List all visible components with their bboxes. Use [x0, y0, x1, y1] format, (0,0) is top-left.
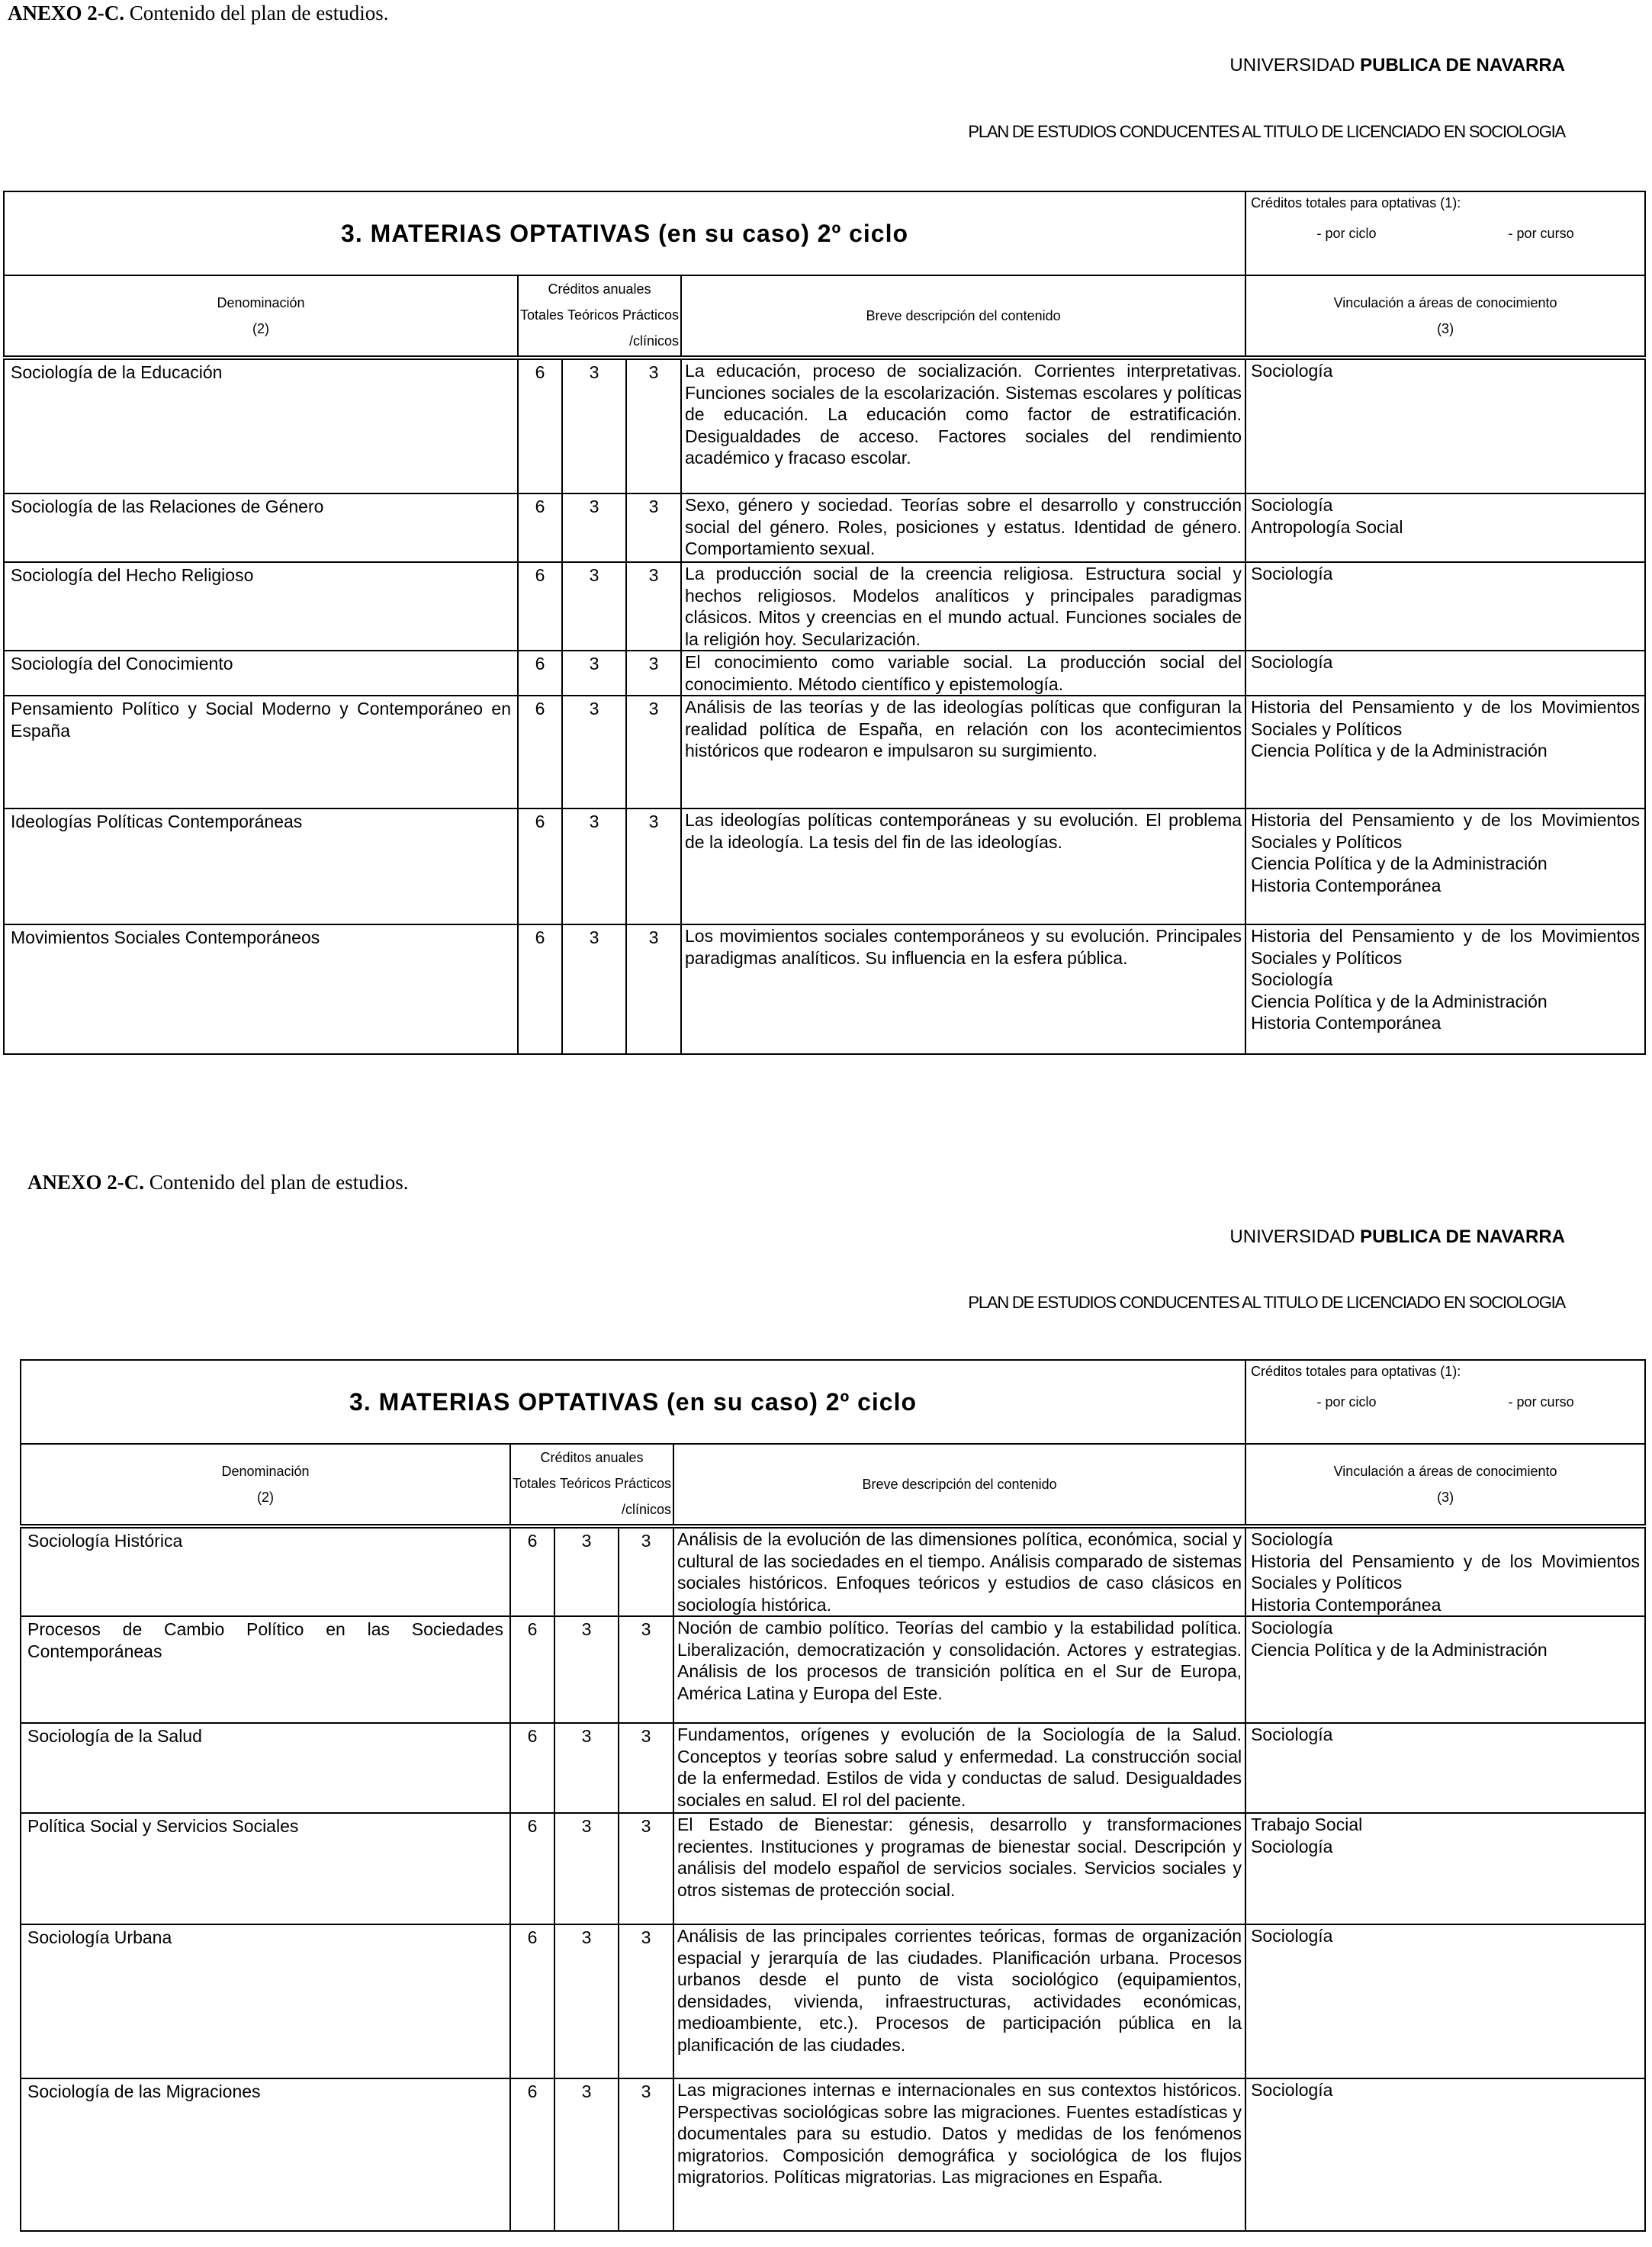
- knowledge-area-item: Historia Contemporánea: [1251, 1013, 1441, 1033]
- col-denominacion-label: Denominación: [221, 1464, 310, 1479]
- knowledge-area-item: Sociología: [1251, 652, 1333, 672]
- credits-practicos: [619, 1813, 673, 1924]
- col-clinicos: /clínicos: [628, 333, 679, 349]
- credits-teoricos-value: 3: [589, 565, 599, 585]
- credits-practicos: [619, 1924, 673, 2078]
- table-row: [4, 924, 1645, 1054]
- knowledge-areas: [1245, 1526, 1645, 1616]
- knowledge-area-item: Trabajo Social: [1251, 1815, 1363, 1834]
- knowledge-areas: [1245, 1723, 1645, 1813]
- anexo-label: ANEXO 2-C.: [8, 2, 124, 24]
- credits-totales: [510, 1526, 554, 1616]
- anexo-heading: [8, 2, 388, 25]
- knowledge-area-item: Antropología Social: [1251, 516, 1403, 537]
- subject-description: Noción de cambio político. Teorías del cambio y la estabilidad política. Liberalización, democratización y consolidación. Actores y estrategias. Análisis de los procesos de transición política en el Sur de Europa, América Latina y Europa del Este.: [673, 1616, 1245, 1723]
- col-descripcion: Breve descripción del contenido: [673, 1444, 1245, 1526]
- credits-totales-value: 6: [527, 1927, 538, 1947]
- anexo-text: Contenido del plan de estudios.: [129, 2, 389, 24]
- subject-description: Las migraciones internas e internacionales en sus contextos históricos. Perspectivas sociológicas sobre las migraciones. Fuentes estadísticas y documentales para su estudio. Datos y medidas de los fenómenos migratorios. Composición demográfica y sociológica de los flujos migratorios. Políticas migratorias. Las migraciones en España.: [673, 2078, 1245, 2231]
- knowledge-areas: [1245, 2078, 1645, 2231]
- credits-teoricos-value: 3: [581, 1531, 592, 1551]
- credits-practicos-value: 3: [641, 2081, 651, 2101]
- per-course-label: - por curso: [1508, 1394, 1574, 1410]
- credits-practicos: [626, 696, 681, 808]
- credits-teoricos: [562, 924, 626, 1054]
- table-row: [4, 651, 1645, 696]
- col-clinicos: /clínicos: [621, 1502, 671, 1517]
- credits-totales-value: 6: [535, 362, 545, 382]
- credits-practicos-value: 3: [641, 1816, 651, 1836]
- subject-description: Las ideologías políticas contemporáneas y su evolución. El problema de la ideología. La tesis del fin de las ideologías.: [681, 808, 1245, 924]
- credits-totales-value: 6: [535, 565, 545, 585]
- credits-teoricos-value: 3: [589, 362, 599, 382]
- per-course-label: - por curso: [1508, 226, 1574, 241]
- section-title: 3. MATERIAS OPTATIVAS (en su caso) 2º ciclo: [21, 1360, 1245, 1444]
- col-totales: Totales: [520, 307, 564, 323]
- subject-name: Pensamiento Político y Social Moderno y Contemporáneo en España: [4, 696, 518, 808]
- header-title-row: [4, 191, 1645, 275]
- subject-description: Análisis de las teorías y de las ideologías políticas que configuran la realidad política de España, en relación con los acontecimientos históricos que rodearon e impulsaron su surgimiento.: [681, 696, 1245, 808]
- credits-teoricos-value: 3: [589, 699, 599, 718]
- credits-practicos: [626, 493, 681, 562]
- col-vinculacion: [1245, 1444, 1645, 1526]
- credits-practicos-value: 3: [641, 1619, 651, 1639]
- university-name: PUBLICA DE NAVARRA: [1360, 55, 1565, 76]
- anexo-heading: [27, 1171, 408, 1194]
- credits-teoricos-value: 3: [581, 1816, 592, 1836]
- col-vinculacion: [1245, 275, 1645, 358]
- subjects-table: [20, 1359, 1646, 2232]
- credits-teoricos: [562, 808, 626, 924]
- col-teoricos: Teóricos: [559, 1476, 612, 1491]
- subject-name: Sociología del Conocimiento: [4, 651, 518, 696]
- credits-totales: [518, 493, 562, 562]
- knowledge-areas: [1245, 1616, 1645, 1723]
- col-totales: Totales: [513, 1476, 557, 1491]
- knowledge-areas: [1245, 493, 1645, 562]
- knowledge-area-item: Ciencia Política y de la Administración: [1251, 991, 1548, 1011]
- knowledge-area-item: Sociología: [1251, 1836, 1333, 1856]
- knowledge-areas: [1245, 562, 1645, 651]
- plan-title: PLAN DE ESTUDIOS CONDUCENTES AL TITULO DE LICENCIADO EN SOCIOLOGIA: [968, 1293, 1565, 1312]
- col-practicos: Prácticos: [614, 1476, 671, 1491]
- credits-teoricos-value: 3: [581, 1726, 592, 1746]
- subject-name: Procesos de Cambio Político en las Sociedades Contemporáneas: [21, 1616, 510, 1723]
- credits-teoricos: [562, 493, 626, 562]
- credits-practicos-value: 3: [641, 1726, 651, 1746]
- col-denominacion-note: (2): [257, 1490, 274, 1505]
- credits-totales-value: 6: [535, 927, 545, 947]
- credits-practicos: [626, 651, 681, 696]
- col-vinculacion-note: (3): [1437, 321, 1454, 336]
- university-name: PUBLICA DE NAVARRA: [1360, 1226, 1565, 1247]
- subject-description: El conocimiento como variable social. La producción social del conocimiento. Método científico y epistemología.: [681, 651, 1245, 696]
- university-prefix: UNIVERSIDAD: [1229, 1226, 1355, 1247]
- anexo-label: ANEXO 2-C.: [27, 1171, 144, 1194]
- table-row: [21, 1924, 1645, 2078]
- credits-practicos: [619, 1616, 673, 1723]
- credits-teoricos: [562, 696, 626, 808]
- credits-teoricos-value: 3: [589, 654, 599, 673]
- credits-practicos-value: 3: [648, 927, 659, 947]
- knowledge-area-item: Historia del Pensamiento y de los Movimientos Sociales y Políticos: [1251, 1551, 1641, 1593]
- plan-title: PLAN DE ESTUDIOS CONDUCENTES AL TITULO DE LICENCIADO EN SOCIOLOGIA: [968, 122, 1565, 141]
- credits-totales-value: 6: [535, 812, 545, 831]
- credits-totales: [518, 924, 562, 1054]
- table-row: [21, 1723, 1645, 1813]
- credits-totales-value: 6: [527, 1619, 538, 1639]
- credits-totales: [510, 2078, 554, 2231]
- subject-description: La producción social de la creencia religiosa. Estructura social y hechos religiosos. Modelos analíticos y principales paradigmas clásicos. Mitos y creencias en el mundo actual. Funciones sociales de la religión hoy. Secularización.: [681, 562, 1245, 651]
- credits-totales: [518, 562, 562, 651]
- credits-practicos: [626, 924, 681, 1054]
- credits-practicos: [626, 808, 681, 924]
- credits-teoricos-value: 3: [589, 812, 599, 831]
- col-denominacion-label: Denominación: [217, 295, 305, 310]
- credits-totales-value: 6: [535, 497, 545, 516]
- table-row: [4, 808, 1645, 924]
- credits-teoricos: [562, 358, 626, 493]
- knowledge-area-item: Ciencia Política y de la Administración: [1251, 1639, 1548, 1660]
- subject-description: Análisis de las principales corrientes teóricas, formas de organización espacial y jerarquía de las ciudades. Planificación urbana. Procesos urbanos desde el punto de vista sociológico (equipamientos, densidades, vivienda, infraestructuras, actividades económicas, medioambiente, etc.). Procesos de participación pública en la planificación de las ciudades.: [673, 1924, 1245, 2078]
- table-row: [21, 1526, 1645, 1616]
- col-creditos-label: Créditos anuales: [540, 1450, 644, 1465]
- knowledge-areas: [1245, 924, 1645, 1054]
- subject-description: Los movimientos sociales contemporáneos y su evolución. Principales paradigmas analíticos. Su influencia en la esfera pública.: [681, 924, 1245, 1054]
- table-row: [4, 358, 1645, 493]
- credits-totales: [510, 1924, 554, 2078]
- university-heading: [1229, 55, 1565, 76]
- subject-name: Movimientos Sociales Contemporáneos: [4, 924, 518, 1054]
- credits-practicos: [619, 2078, 673, 2231]
- credits-practicos-value: 3: [648, 812, 659, 831]
- credits-practicos: [626, 562, 681, 651]
- knowledge-area-item: Sociología: [1251, 1529, 1333, 1549]
- subject-name: Sociología de la Educación: [4, 358, 518, 493]
- knowledge-area-item: Historia del Pensamiento y de los Movimientos Sociales y Políticos: [1251, 926, 1641, 968]
- credits-totales: [518, 696, 562, 808]
- credits-teoricos-value: 3: [581, 1619, 592, 1639]
- credits-teoricos: [554, 1526, 619, 1616]
- knowledge-area-item: Sociología: [1251, 495, 1333, 515]
- credits-totales-value: 6: [527, 1816, 538, 1836]
- subject-name: Sociología de la Salud: [21, 1723, 510, 1813]
- col-vinculacion-label: Vinculación a áreas de conocimiento: [1333, 295, 1557, 310]
- anexo-text: Contenido del plan de estudios.: [149, 1171, 409, 1194]
- credits-practicos: [619, 1723, 673, 1813]
- col-denominacion-note: (2): [252, 321, 269, 336]
- col-vinculacion-label: Vinculación a áreas de conocimiento: [1333, 1464, 1557, 1479]
- col-creditos: [510, 1444, 673, 1526]
- knowledge-areas: [1245, 651, 1645, 696]
- subjects-table: [3, 191, 1646, 1055]
- credits-totales: [518, 651, 562, 696]
- knowledge-area-item: Historia del Pensamiento y de los Movimientos Sociales y Políticos: [1251, 697, 1641, 739]
- per-cycle-label: - por ciclo: [1316, 226, 1377, 241]
- credits-practicos-value: 3: [648, 362, 659, 382]
- credits-total-label: Créditos totales para optativas (1):: [1251, 195, 1461, 211]
- knowledge-area-item: Historia Contemporánea: [1251, 1594, 1441, 1615]
- subject-description: La educación, proceso de socialización. Corrientes interpretativas. Funciones sociales de la escolarización. Sistemas escolares y políticas de educación. La educación como factor de estratificación. Desigualdades de acceso. Factores sociales del rendimiento académico y fracaso escolar.: [681, 358, 1245, 493]
- subject-name: Ideologías Políticas Contemporáneas: [4, 808, 518, 924]
- credits-total-box: [1245, 1360, 1645, 1444]
- knowledge-area-item: Historia Contemporánea: [1251, 875, 1441, 895]
- credits-totales-value: 6: [527, 2081, 538, 2101]
- credits-totales-value: 6: [527, 1726, 538, 1746]
- university-heading: [1229, 1226, 1565, 1248]
- credits-practicos-value: 3: [648, 565, 659, 585]
- credits-totales: [518, 808, 562, 924]
- credits-teoricos-value: 3: [581, 1927, 592, 1947]
- credits-teoricos-value: 3: [581, 2081, 592, 2101]
- subject-name: Sociología de las Migraciones: [21, 2078, 510, 2231]
- column-header-row: [21, 1444, 1645, 1526]
- credits-teoricos: [554, 1723, 619, 1813]
- knowledge-area-item: Sociología: [1251, 2080, 1333, 2100]
- table-row: [21, 2078, 1645, 2231]
- knowledge-areas: [1245, 696, 1645, 808]
- credits-totales-value: 6: [535, 699, 545, 718]
- header-title-row: [21, 1360, 1645, 1444]
- credits-teoricos: [554, 1924, 619, 2078]
- credits-practicos: [619, 1526, 673, 1616]
- credits-teoricos: [554, 1616, 619, 1723]
- col-denominacion: [4, 275, 518, 358]
- table-row: [21, 1616, 1645, 1723]
- knowledge-area-item: Sociología: [1251, 1618, 1333, 1638]
- university-prefix: UNIVERSIDAD: [1229, 55, 1355, 76]
- col-creditos: [518, 275, 681, 358]
- subject-description: Fundamentos, orígenes y evolución de la Sociología de la Salud. Conceptos y teorías sobre salud y enfermedad. La construcción social de la enfermedad. Estilos de vida y conductas de salud. Desigualdades sociales en salud. El rol del paciente.: [673, 1723, 1245, 1813]
- table-row: [4, 493, 1645, 562]
- per-cycle-label: - por ciclo: [1316, 1394, 1377, 1410]
- credits-practicos: [626, 358, 681, 493]
- knowledge-area-item: Sociología: [1251, 969, 1333, 989]
- subject-name: Sociología Urbana: [21, 1924, 510, 2078]
- credits-total-box: [1245, 191, 1645, 275]
- section-title: 3. MATERIAS OPTATIVAS (en su caso) 2º ciclo: [4, 191, 1245, 275]
- credits-totales: [518, 358, 562, 493]
- credits-practicos-value: 3: [641, 1927, 651, 1947]
- table-row: [4, 696, 1645, 808]
- credits-teoricos: [562, 562, 626, 651]
- col-denominacion: [21, 1444, 510, 1526]
- credits-totales-value: 6: [527, 1531, 538, 1551]
- subject-description: El Estado de Bienestar: génesis, desarrollo y transformaciones recientes. Instituciones y programas de bienestar social. Descripción y análisis del modelo español de servicios sociales. Servicios sociales y otros sistemas de protección social.: [673, 1813, 1245, 1924]
- col-descripcion: Breve descripción del contenido: [681, 275, 1245, 358]
- credits-practicos-value: 3: [648, 654, 659, 673]
- credits-teoricos-value: 3: [589, 927, 599, 947]
- credits-total-label: Créditos totales para optativas (1):: [1251, 1364, 1461, 1379]
- column-header-row: [4, 275, 1645, 358]
- knowledge-area-item: Ciencia Política y de la Administración: [1251, 741, 1548, 760]
- knowledge-areas: [1245, 808, 1645, 924]
- knowledge-area-item: Historia del Pensamiento y de los Movimientos Sociales y Políticos: [1251, 810, 1641, 852]
- knowledge-areas: [1245, 1813, 1645, 1924]
- knowledge-areas: [1245, 358, 1645, 493]
- subject-name: Sociología Histórica: [21, 1526, 510, 1616]
- col-teoricos: Teóricos: [567, 307, 619, 323]
- subject-name: Sociología del Hecho Religioso: [4, 562, 518, 651]
- credits-totales: [510, 1813, 554, 1924]
- col-vinculacion-note: (3): [1437, 1490, 1454, 1505]
- table-row: [21, 1813, 1645, 1924]
- table-row: [4, 562, 1645, 651]
- credits-totales-value: 6: [535, 654, 545, 673]
- col-creditos-label: Créditos anuales: [548, 281, 651, 297]
- credits-practicos-value: 3: [641, 1531, 651, 1551]
- knowledge-area-item: Sociología: [1251, 361, 1333, 381]
- credits-teoricos-value: 3: [589, 497, 599, 516]
- credits-practicos-value: 3: [648, 699, 659, 718]
- subject-name: Sociología de las Relaciones de Género: [4, 493, 518, 562]
- col-practicos: Prácticos: [622, 307, 679, 323]
- subject-name: Política Social y Servicios Sociales: [21, 1813, 510, 1924]
- credits-totales: [510, 1616, 554, 1723]
- credits-practicos-value: 3: [648, 497, 659, 516]
- credits-teoricos: [554, 2078, 619, 2231]
- knowledge-area-item: Ciencia Política y de la Administración: [1251, 853, 1548, 873]
- credits-teoricos: [562, 651, 626, 696]
- knowledge-areas: [1245, 1924, 1645, 2078]
- knowledge-area-item: Sociología: [1251, 1926, 1333, 1946]
- credits-totales: [510, 1723, 554, 1813]
- knowledge-area-item: Sociología: [1251, 564, 1333, 583]
- subject-description: Sexo, género y sociedad. Teorías sobre el desarrollo y construcción social del género. Roles, posiciones y estatus. Identidad de género. Comportamiento sexual.: [681, 493, 1245, 562]
- credits-teoricos: [554, 1813, 619, 1924]
- knowledge-area-item: Sociología: [1251, 1725, 1333, 1744]
- subject-description: Análisis de la evolución de las dimensiones política, económica, social y cultural de las sociedades en el tiempo. Análisis comparado de sistemas sociales históricos. Enfoques teóricos y estudios de caso clásicos en sociología histórica.: [673, 1526, 1245, 1616]
